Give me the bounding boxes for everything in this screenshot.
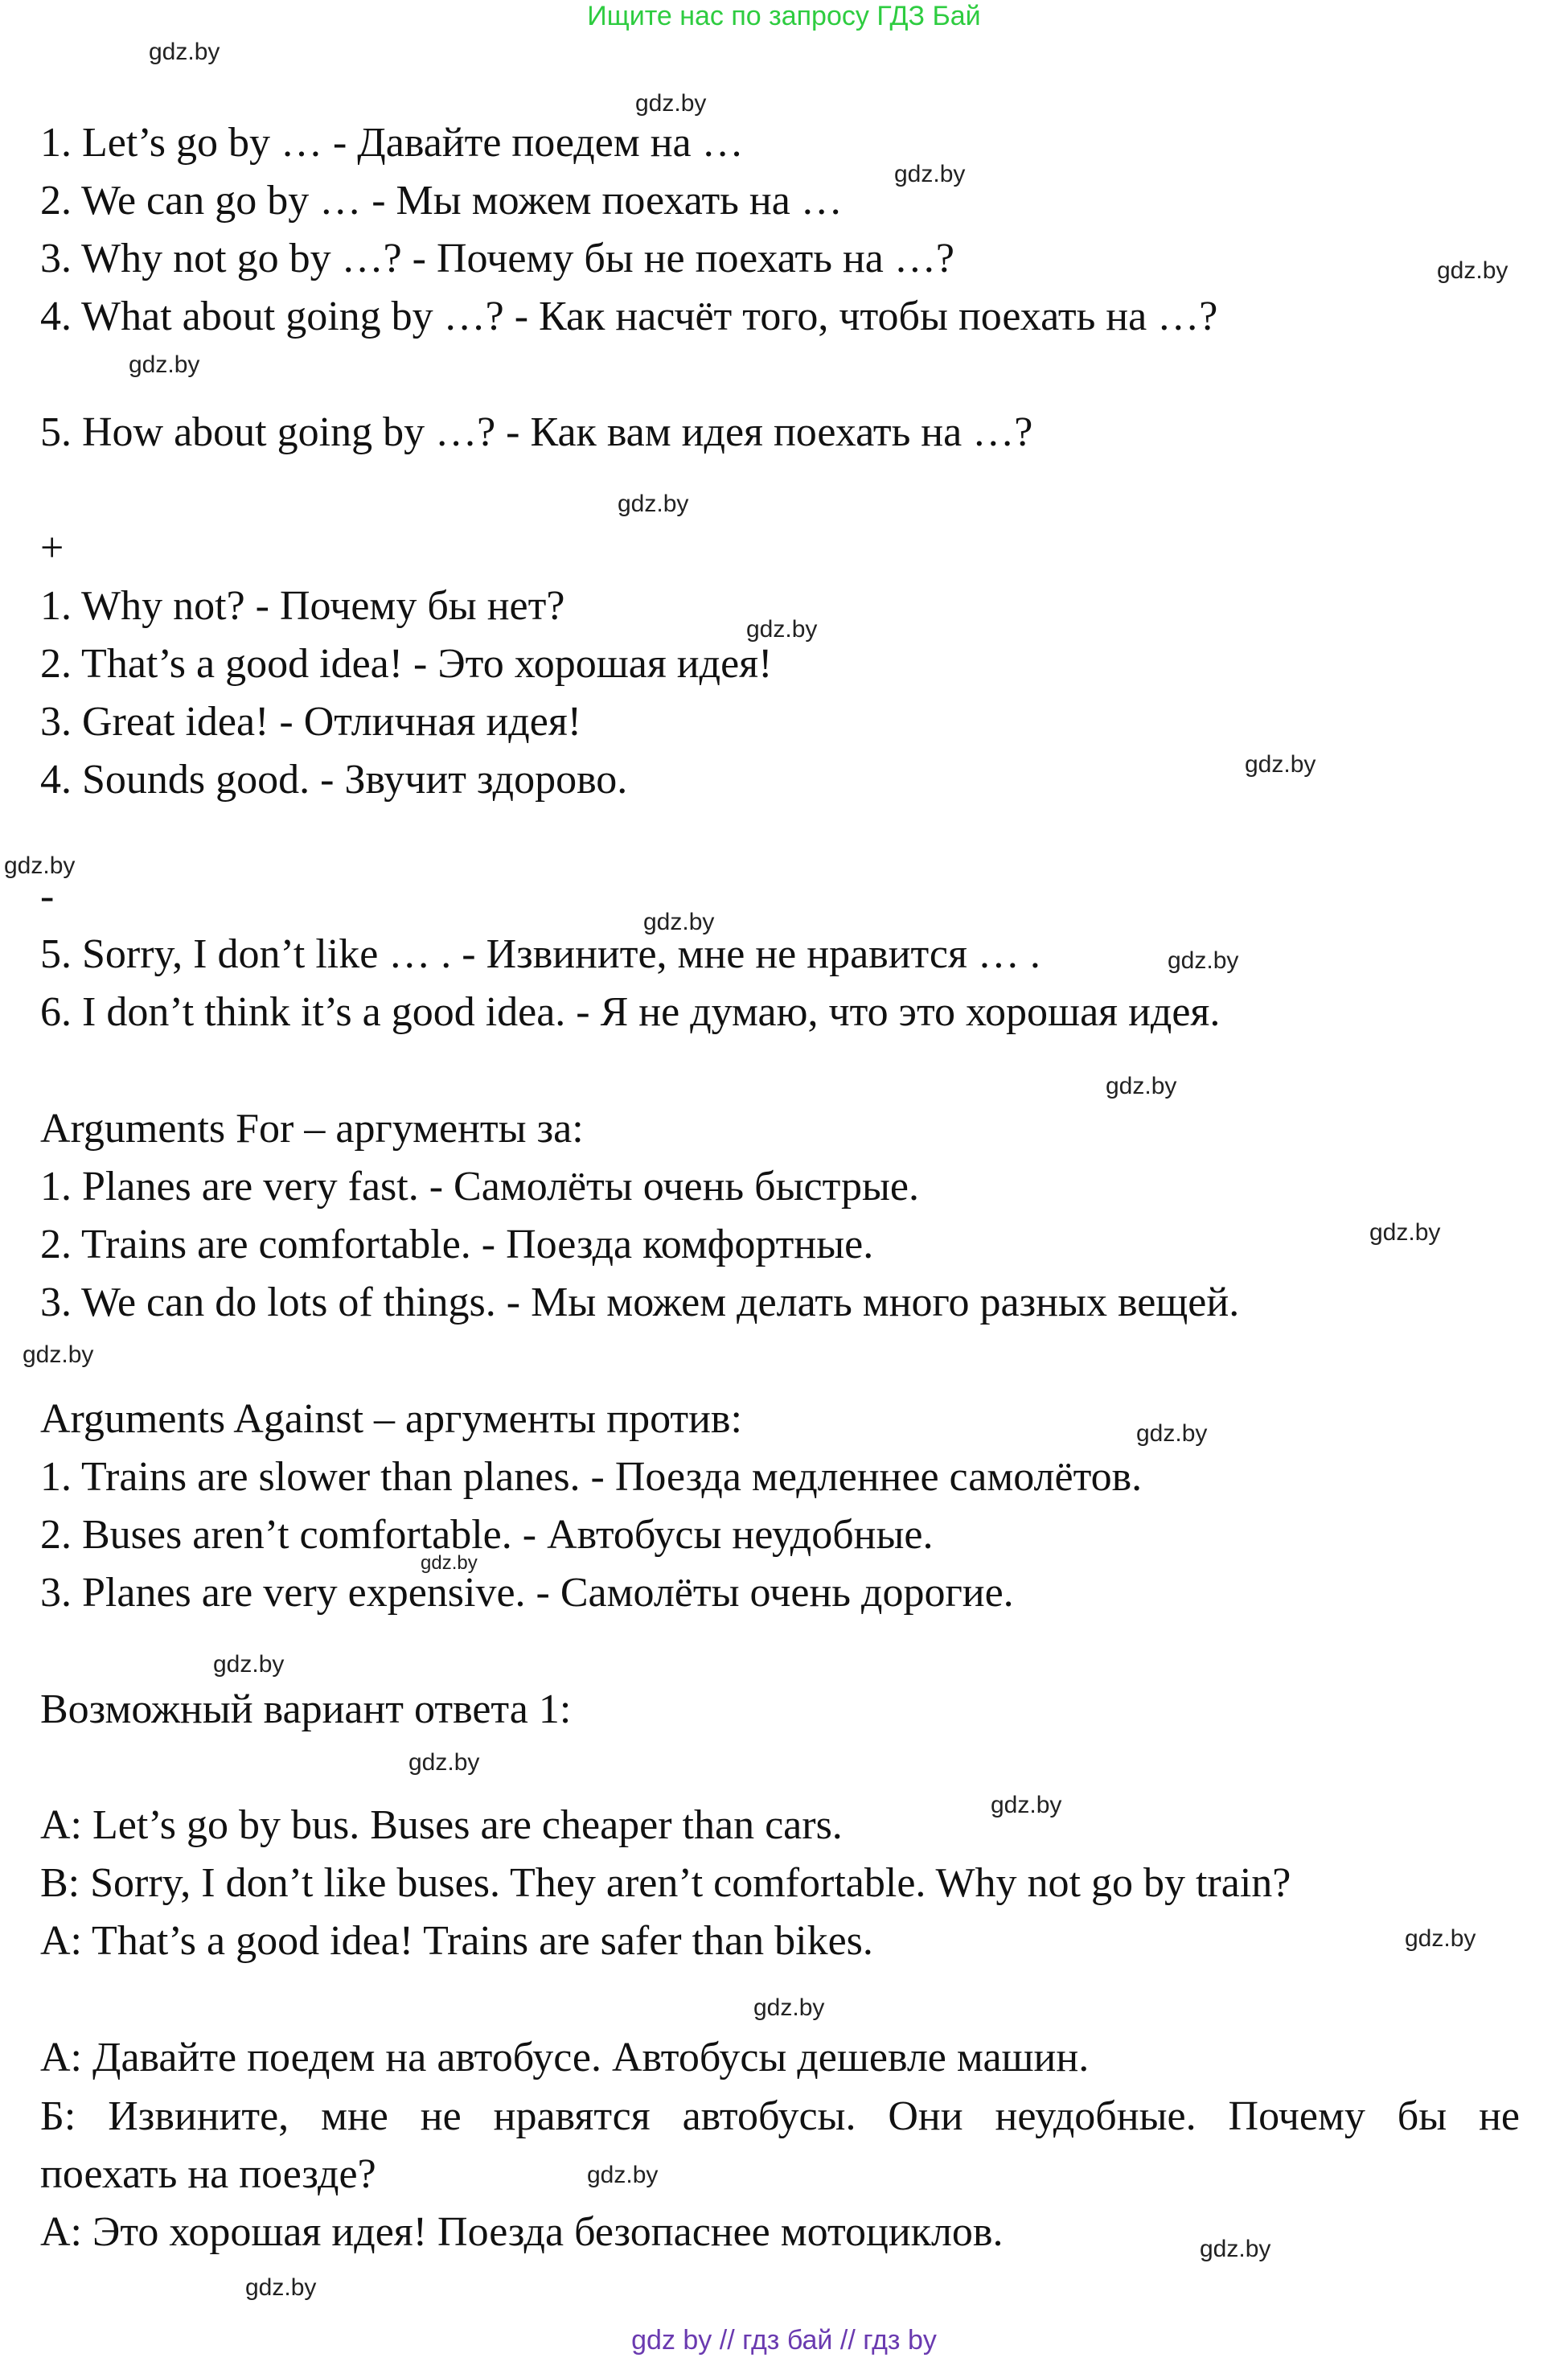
dialogue-ru-line-3: А: Это хорошая идея! Поезда безопаснее мотоциклов.: [40, 2209, 1004, 2255]
dialogue-ru-line-1: А: Давайте поедем на автобусе. Автобусы дешевле машин.: [40, 2035, 1090, 2080]
dialogue-en-line-1: A: Let’s go by bus. Buses are cheaper than cars.: [40, 1802, 843, 1848]
watermark: gdz.by: [1369, 1219, 1441, 1246]
watermark: gdz.by: [1168, 947, 1239, 974]
watermark: gdz.by: [1136, 1420, 1208, 1447]
watermark: gdz.by: [245, 2274, 317, 2301]
watermark: gdz.by: [129, 351, 200, 378]
search-hint-banner: Ищите нас по запросу ГДЗ Бай: [587, 1, 981, 31]
footer-site-links: gdz by // гдз бай // гдз by: [631, 2325, 937, 2356]
phrase-suggest-5: 5. How about going by …? - Как вам идея поехать на …?: [40, 409, 1033, 455]
dialogue-en-line-3: A: That’s a good idea! Trains are safer than bikes.: [40, 1918, 873, 1964]
dialogue-ru-line-2: Б: Извините, мне не нравятся автобусы. Они неудобные. Почему бы не: [40, 2093, 1520, 2139]
phrase-suggest-3: 3. Why not go by …? - Почему бы не поехать на …?: [40, 236, 954, 281]
watermark: gdz.by: [149, 39, 220, 65]
watermark: gdz.by: [408, 1749, 480, 1776]
watermark: gdz.by: [587, 2162, 659, 2188]
dialogue-en-line-2: B: Sorry, I don’t like buses. They aren’t comfortable. Why not go by train?: [40, 1860, 1291, 1906]
watermark: gdz.by: [991, 1792, 1062, 1818]
phrase-suggest-4: 4. What about going by …? - Как насчёт того, чтобы поехать на …?: [40, 294, 1218, 339]
argument-against-1: 1. Trains are slower than planes. - Поезда медленнее самолётов.: [40, 1454, 1143, 1500]
phrase-agree-1: 1. Why not? - Почему бы нет?: [40, 583, 565, 629]
disagree-heading: -: [40, 873, 55, 919]
argument-for-1: 1. Planes are very fast. - Самолёты очень быстрые.: [40, 1164, 919, 1210]
watermark: gdz.by: [421, 1552, 478, 1574]
argument-against-3: 3. Planes are very expensive. - Самолёты очень дорогие.: [40, 1570, 1014, 1616]
answer-variant-heading: Возможный вариант ответа 1:: [40, 1686, 572, 1732]
phrase-suggest-2: 2. We can go by … - Мы можем поехать на …: [40, 178, 843, 224]
watermark: gdz.by: [1405, 1925, 1476, 1952]
phrase-disagree-6: 6. I don’t think it’s a good idea. - Я не думаю, что это хорошая идея.: [40, 989, 1221, 1035]
watermark: gdz.by: [23, 1341, 94, 1368]
dialogue-ru-line-2-cont: поехать на поезде?: [40, 2151, 376, 2197]
watermark: gdz.by: [635, 90, 707, 117]
watermark: gdz.by: [1106, 1073, 1177, 1099]
phrase-agree-3: 3. Great idea! - Отличная идея!: [40, 699, 582, 745]
argument-for-2: 2. Trains are comfortable. - Поезда комфортные.: [40, 1222, 874, 1267]
watermark: gdz.by: [1437, 257, 1508, 284]
agree-heading: +: [40, 525, 64, 571]
phrase-agree-2: 2. That’s a good idea! - Это хорошая идея!: [40, 641, 773, 687]
argument-against-2: 2. Buses aren’t comfortable. - Автобусы неудобные.: [40, 1512, 934, 1558]
arguments-against-heading: Arguments Against – аргументы против:: [40, 1396, 742, 1442]
phrase-disagree-5: 5. Sorry, I don’t like … . - Извините, мне не нравится … .: [40, 931, 1041, 977]
phrase-agree-4: 4. Sounds good. - Звучит здорово.: [40, 757, 628, 803]
watermark: gdz.by: [4, 852, 76, 879]
watermark: gdz.by: [753, 1994, 825, 2021]
arguments-for-heading: Arguments For – аргументы за:: [40, 1106, 584, 1152]
watermark: gdz.by: [213, 1651, 285, 1678]
argument-for-3: 3. We can do lots of things. - Мы можем делать много разных вещей.: [40, 1279, 1240, 1325]
watermark: gdz.by: [1200, 2236, 1271, 2262]
watermark: gdz.by: [894, 161, 966, 187]
watermark: gdz.by: [746, 616, 818, 643]
phrase-suggest-1: 1. Let’s go by … - Давайте поедем на …: [40, 120, 744, 166]
watermark: gdz.by: [643, 909, 715, 935]
watermark: gdz.by: [1245, 751, 1316, 778]
watermark: gdz.by: [618, 491, 689, 517]
